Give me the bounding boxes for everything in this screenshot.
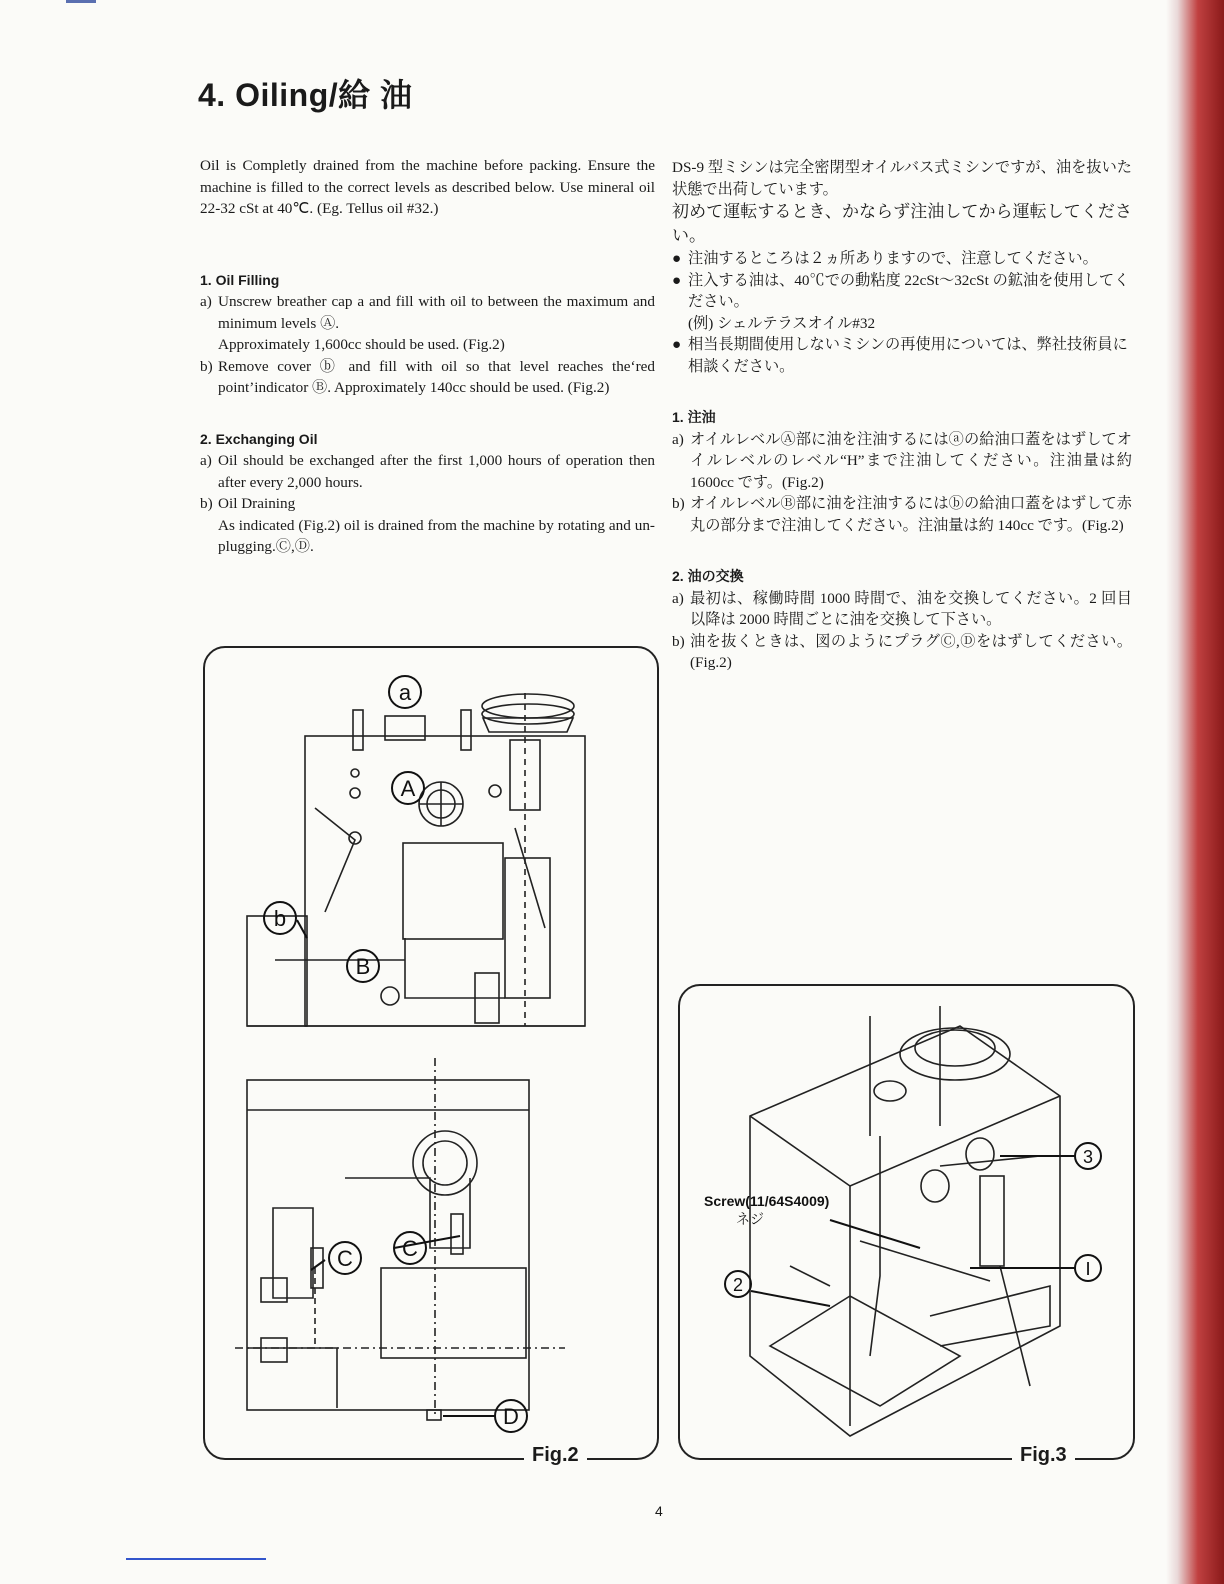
japanese-bullet-2-example: (例) シェルテラスオイル#32 <box>688 314 876 332</box>
step-marker: a) <box>200 452 212 469</box>
step-text: 油を抜くときは、図のようにプラグⒸ,Ⓓをはずしてください。(Fig.2) <box>690 632 1132 671</box>
oil-filling-step-b <box>200 356 655 399</box>
label-b: b <box>273 906 287 931</box>
japanese-intro-1: DS-9 型ミシンは完全密閉型オイルバス式ミシンですが、油を抜いた状態で出荷しています。 <box>672 159 1132 198</box>
exchanging-oil-step-a <box>200 450 655 493</box>
label-3: 3 <box>1082 1147 1094 1167</box>
figure-2-caption: Fig.2 <box>524 1444 587 1467</box>
bullet-marker: ● <box>672 250 682 267</box>
step-text: Oil should be exchanged after the first 1,000 hours of operation then after every 2,000 hours. <box>218 452 655 491</box>
step-marker: a) <box>672 430 684 448</box>
label-2: 2 <box>732 1275 744 1295</box>
step-text: Unscrew breather cap a and fill with oil to between the maximum and minimum levels Ⓐ. <box>218 293 655 332</box>
step-text: オイルレベルⒶ部に油を注油するにはⓐの給油口蓋をはずしてオイルレベルのレベル“H”まで注油してください。注油量は約 1600cc です。(Fig.2) <box>690 430 1132 491</box>
step-text: Remove cover ⓑ and fill with oil so that level reaches the‘red point’indicator Ⓑ. Approximately 140cc should be used. (Fig.2) <box>218 357 655 396</box>
figure-2-frame <box>203 646 659 1460</box>
scan-mark <box>66 0 96 3</box>
screw-label-jp: ネジ <box>736 1211 764 1227</box>
label-C1: C <box>337 1246 353 1271</box>
oil-filling-heading: 1. Oil Filling <box>200 271 280 288</box>
bullet-text: 注油するところは２ヵ所ありますので、注意してください。 <box>688 250 1098 267</box>
step-marker: b) <box>200 357 213 375</box>
figure-3-caption: Fig.3 <box>1012 1444 1075 1467</box>
japanese-bullet-1 <box>672 248 1132 270</box>
japanese-bullet-2 <box>672 270 1132 313</box>
page-number: 4 <box>655 1503 663 1519</box>
label-1: Ⅰ <box>1085 1259 1091 1279</box>
jp-exchanging-oil-heading: 2. 油の交換 <box>672 568 744 584</box>
step-text: 最初は、稼働時間 1000 時間で、油を交換してください。2 回目以降は 2000 時間ごとに油を交換して下さい。 <box>690 589 1132 628</box>
step-marker: a) <box>200 293 212 310</box>
exchanging-oil-heading: 2. Exchanging Oil <box>200 430 318 447</box>
bullet-text: 注入する油は、40℃での動粘度 22cSt～32cSt の鉱油を使用してください。 <box>688 271 1130 310</box>
jp-oil-filling-step-a <box>672 429 1132 494</box>
exchanging-oil-step-b <box>200 493 655 515</box>
jp-oil-filling-step-b <box>672 493 1132 536</box>
scan-bottom-line <box>126 1558 266 1560</box>
step-text: オイルレベルⒷ部に油を注油するにはⓑの給油口蓋をはずして赤丸の部分まで注油してください。注油量は約 140cc です。(Fig.2) <box>690 495 1132 534</box>
page-title: 4. Oiling/給 油 <box>198 77 413 113</box>
bullet-marker: ● <box>672 271 682 289</box>
english-intro: Oil is Completly drained from the machine before packing. Ensure the machine is filled to the correct levels as described below. Use mineral oil 22-32 cSt at 40℃. (Eg. Tellus oil #32.) <box>200 157 655 217</box>
bullet-text: 相当長期間使用しないミシンの再使用については、弊社技術員に相談ください。 <box>688 336 1128 375</box>
oil-filling-step-a-note: Approximately 1,600cc should be used. (Fig.2) <box>218 336 505 353</box>
step-marker: b) <box>200 495 213 512</box>
step-marker: b) <box>672 632 685 650</box>
english-column <box>200 155 655 558</box>
scan-edge-shadow <box>1166 0 1224 1584</box>
jp-oil-filling-heading: 1. 注油 <box>672 409 716 425</box>
figure-2-drawing <box>205 648 657 1458</box>
jp-exchanging-oil-step-b <box>672 631 1132 674</box>
label-A: A <box>400 776 416 801</box>
bullet-marker: ● <box>672 336 682 353</box>
figure-3-drawing <box>680 986 1133 1458</box>
step-marker: a) <box>672 589 684 607</box>
step-marker: b) <box>672 495 685 512</box>
label-D: D <box>503 1404 519 1429</box>
label-B: B <box>355 954 371 979</box>
japanese-bullet-3 <box>672 334 1132 377</box>
step-text: Oil Draining <box>218 495 296 512</box>
jp-exchanging-oil-step-a <box>672 588 1132 631</box>
screw-label: Screw(11/64S4009) <box>704 1193 830 1209</box>
japanese-column <box>672 157 1132 674</box>
label-a: a <box>398 680 412 705</box>
oil-filling-step-a <box>200 291 655 334</box>
japanese-intro-2: 初めて運転するとき、かならず注油してから運転してください。 <box>672 202 1132 245</box>
figure-3-frame <box>678 984 1135 1460</box>
exchanging-oil-step-b-note: As indicated (Fig.2) oil is drained from the machine by rotating and un-plugging.Ⓒ,Ⓓ. <box>218 516 655 555</box>
label-C2: C <box>402 1236 418 1261</box>
